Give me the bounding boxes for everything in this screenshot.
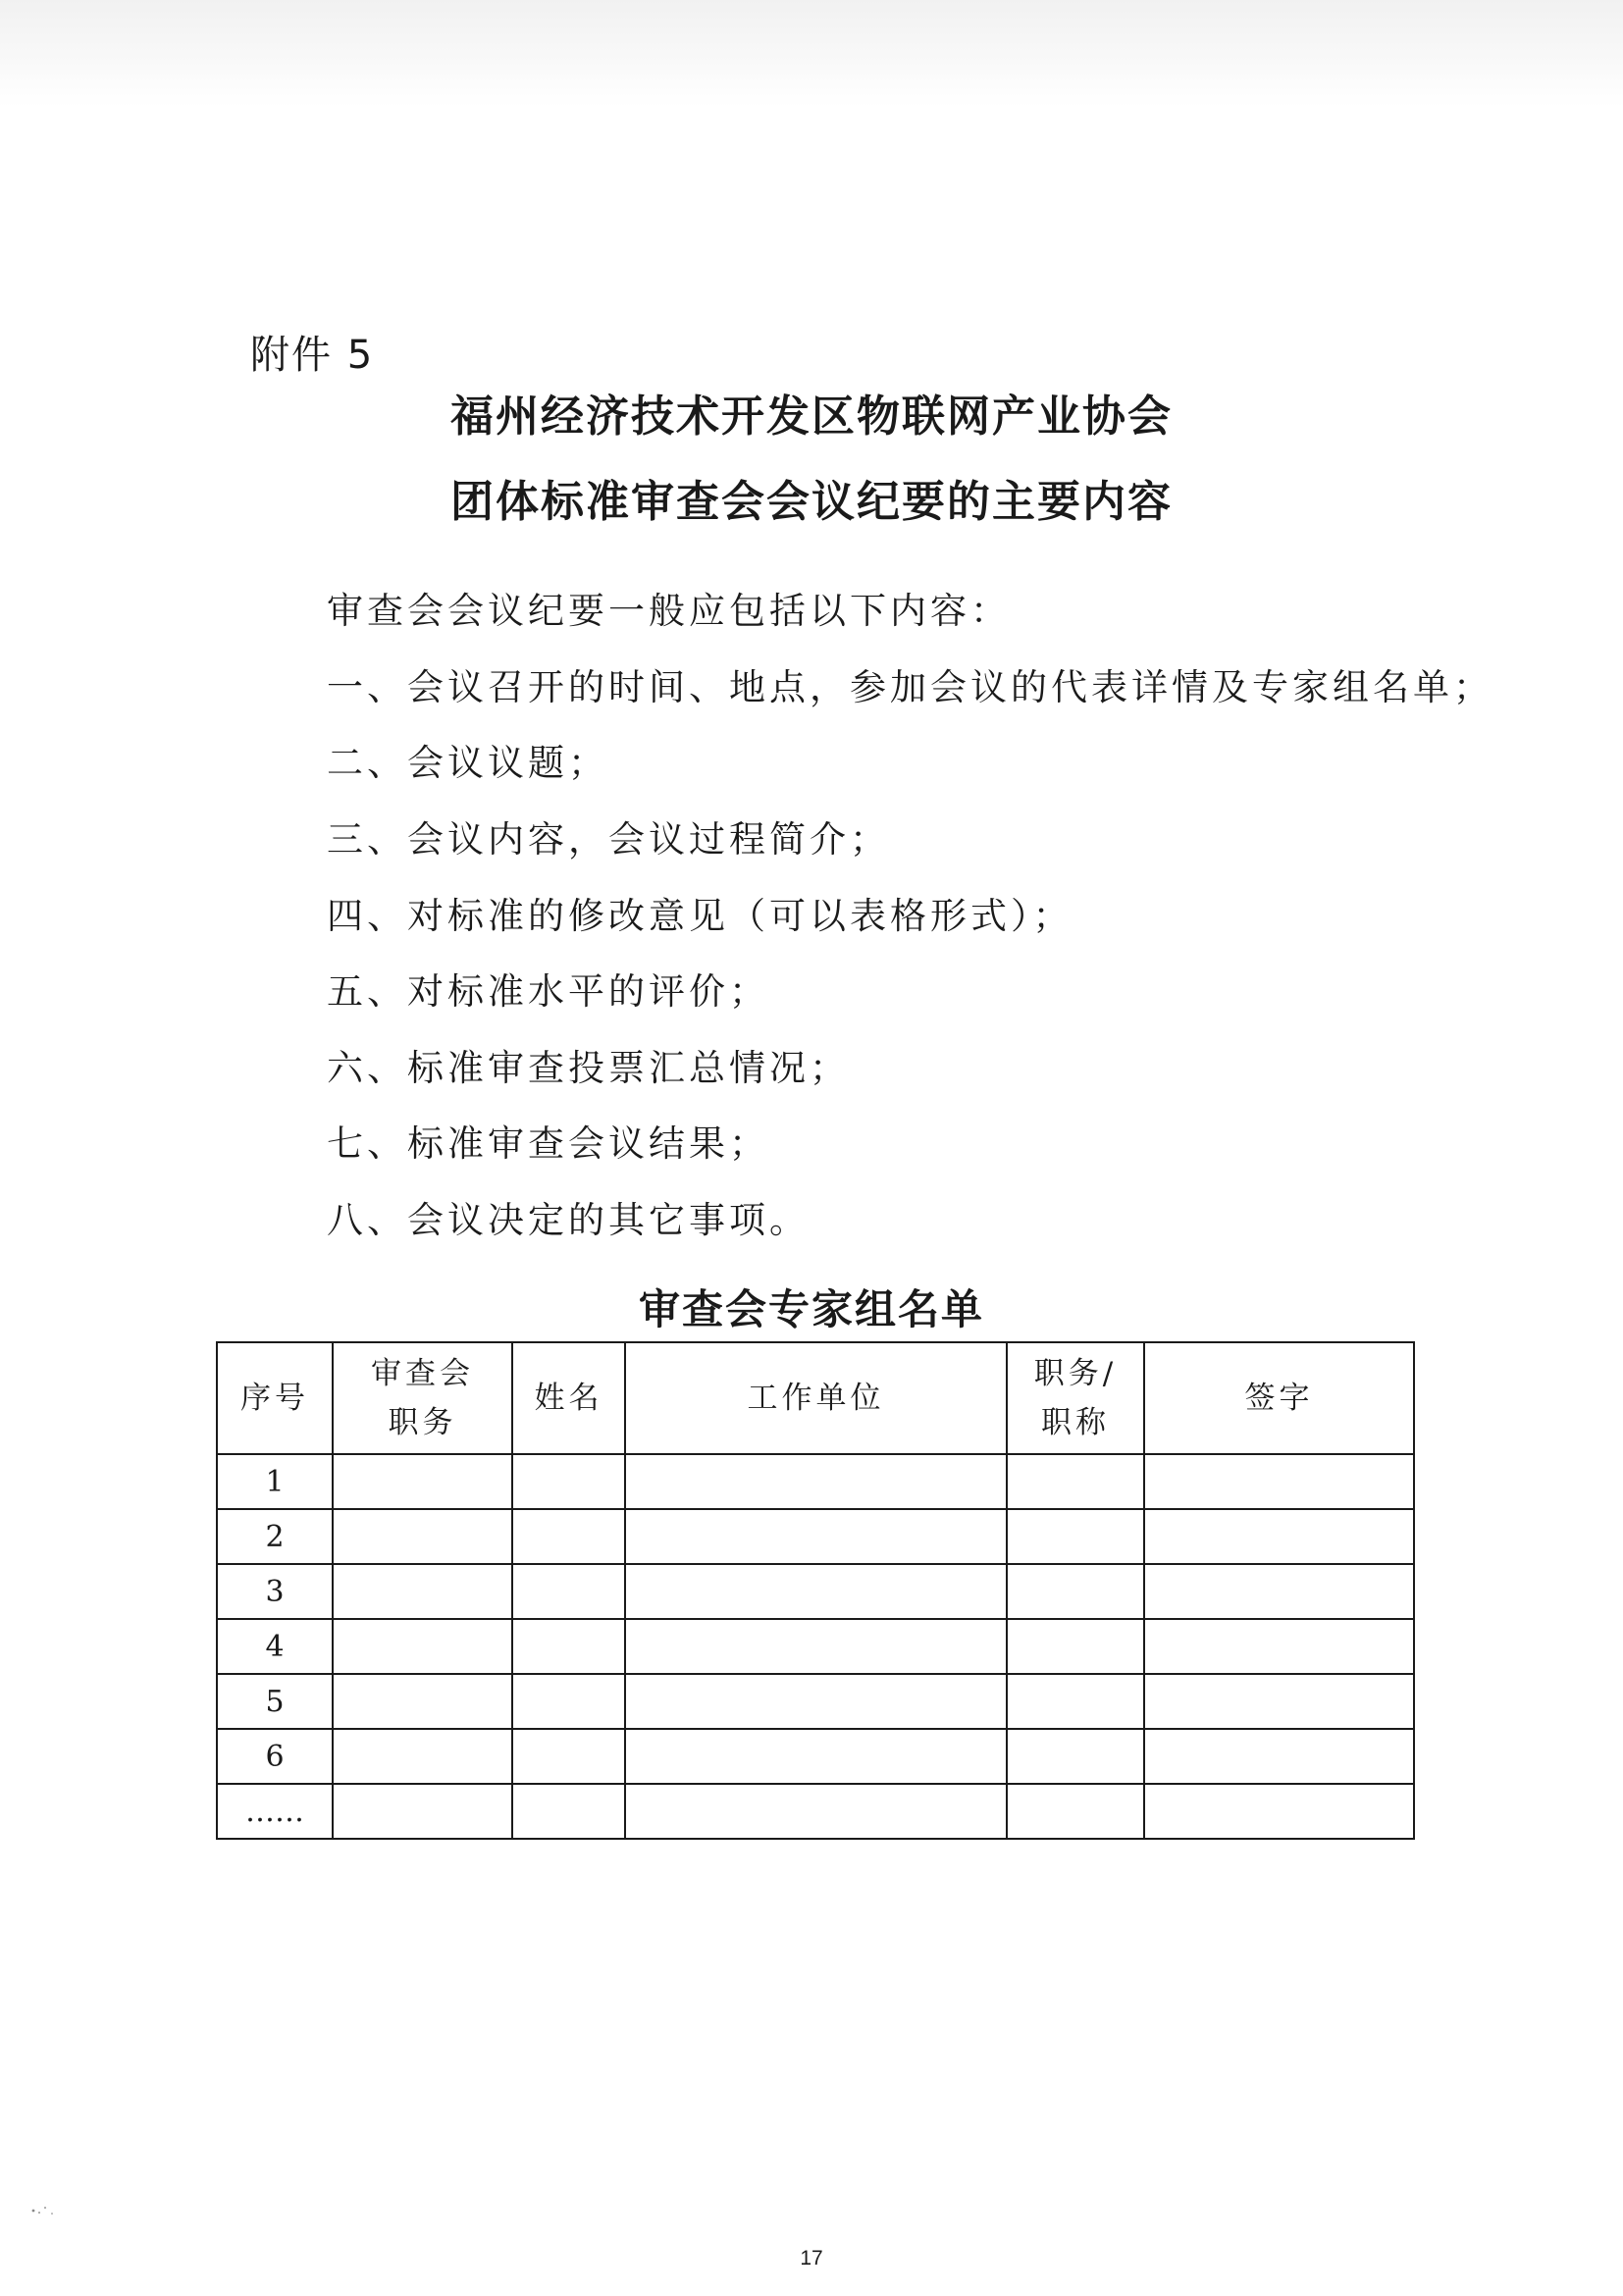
work-unit-cell[interactable] [625,1674,1007,1729]
header-work-unit: 工作单位 [625,1342,1007,1454]
header-signature: 签字 [1144,1342,1414,1454]
role-cell[interactable] [333,1784,512,1839]
job-title-cell[interactable] [1007,1454,1144,1509]
content-item: 六、标准审查投票汇总情况； [327,1047,850,1089]
name-cell[interactable] [512,1564,625,1619]
signature-cell[interactable] [1144,1619,1414,1674]
expert-list-table [216,1341,1415,1840]
work-unit-cell[interactable] [625,1454,1007,1509]
page-number: 17 [800,2247,823,2270]
content-item: 二、会议议题； [327,742,608,784]
work-unit-cell[interactable] [625,1509,1007,1564]
job-title-cell[interactable] [1007,1619,1144,1674]
signature-cell[interactable] [1144,1454,1414,1509]
content-item: 三、会议内容，会议过程简介； [327,818,890,861]
work-unit-cell[interactable] [625,1729,1007,1784]
role-cell[interactable] [333,1509,512,1564]
signature-cell[interactable] [1144,1674,1414,1729]
job-title-cell[interactable] [1007,1674,1144,1729]
role-cell[interactable] [333,1729,512,1784]
table-row [217,1564,1414,1619]
name-cell[interactable] [512,1674,625,1729]
row-number: …… [217,1784,333,1839]
name-cell[interactable] [512,1454,625,1509]
content-item: 七、标准审查会议结果； [327,1122,769,1165]
job-title-cell[interactable] [1007,1509,1144,1564]
table-row [217,1729,1414,1784]
attachment-label: 附件 5 [250,333,375,378]
content-item: 一、会议召开的时间、地点，参加会议的代表详情及专家组名单； [327,666,1493,708]
header-name: 姓名 [512,1342,625,1454]
row-number: 1 [217,1454,333,1509]
name-cell[interactable] [512,1784,625,1839]
table-row [217,1674,1414,1729]
job-title-cell[interactable] [1007,1729,1144,1784]
name-cell[interactable] [512,1509,625,1564]
scan-artifact [29,2203,59,2218]
document-title-line-1: 福州经济技术开发区物联网产业协会 [450,391,1173,442]
job-title-cell[interactable] [1007,1564,1144,1619]
row-number: 2 [217,1509,333,1564]
role-cell[interactable] [333,1619,512,1674]
header-seq: 序号 [217,1342,333,1454]
role-cell[interactable] [333,1454,512,1509]
role-cell[interactable] [333,1674,512,1729]
content-item: 五、对标准水平的评价； [327,970,769,1013]
content-item: 四、对标准的修改意见（可以表格形式）； [327,895,1073,937]
signature-cell[interactable] [1144,1509,1414,1564]
header-job-title: 职务/ 职称 [1007,1342,1144,1454]
table-row [217,1509,1414,1564]
scan-shade [0,0,1623,108]
table-row [217,1784,1414,1839]
role-cell[interactable] [333,1564,512,1619]
work-unit-cell[interactable] [625,1619,1007,1674]
table-header-row [217,1342,1414,1454]
header-review-role: 审查会 职务 [333,1342,512,1454]
content-item: 八、会议决定的其它事项。 [327,1199,810,1241]
intro-paragraph: 审查会会议纪要一般应包括以下内容： [327,590,1011,632]
row-number: 5 [217,1674,333,1729]
signature-cell[interactable] [1144,1784,1414,1839]
table-row [217,1619,1414,1674]
row-number: 4 [217,1619,333,1674]
document-title-line-2: 团体标准审查会会议纪要的主要内容 [450,477,1173,527]
name-cell[interactable] [512,1729,625,1784]
signature-cell[interactable] [1144,1729,1414,1784]
name-cell[interactable] [512,1619,625,1674]
work-unit-cell[interactable] [625,1784,1007,1839]
signature-cell[interactable] [1144,1564,1414,1619]
work-unit-cell[interactable] [625,1564,1007,1619]
row-number: 3 [217,1564,333,1619]
row-number: 6 [217,1729,333,1784]
job-title-cell[interactable] [1007,1784,1144,1839]
table-title: 审查会专家组名单 [638,1285,984,1333]
table-row [217,1454,1414,1509]
